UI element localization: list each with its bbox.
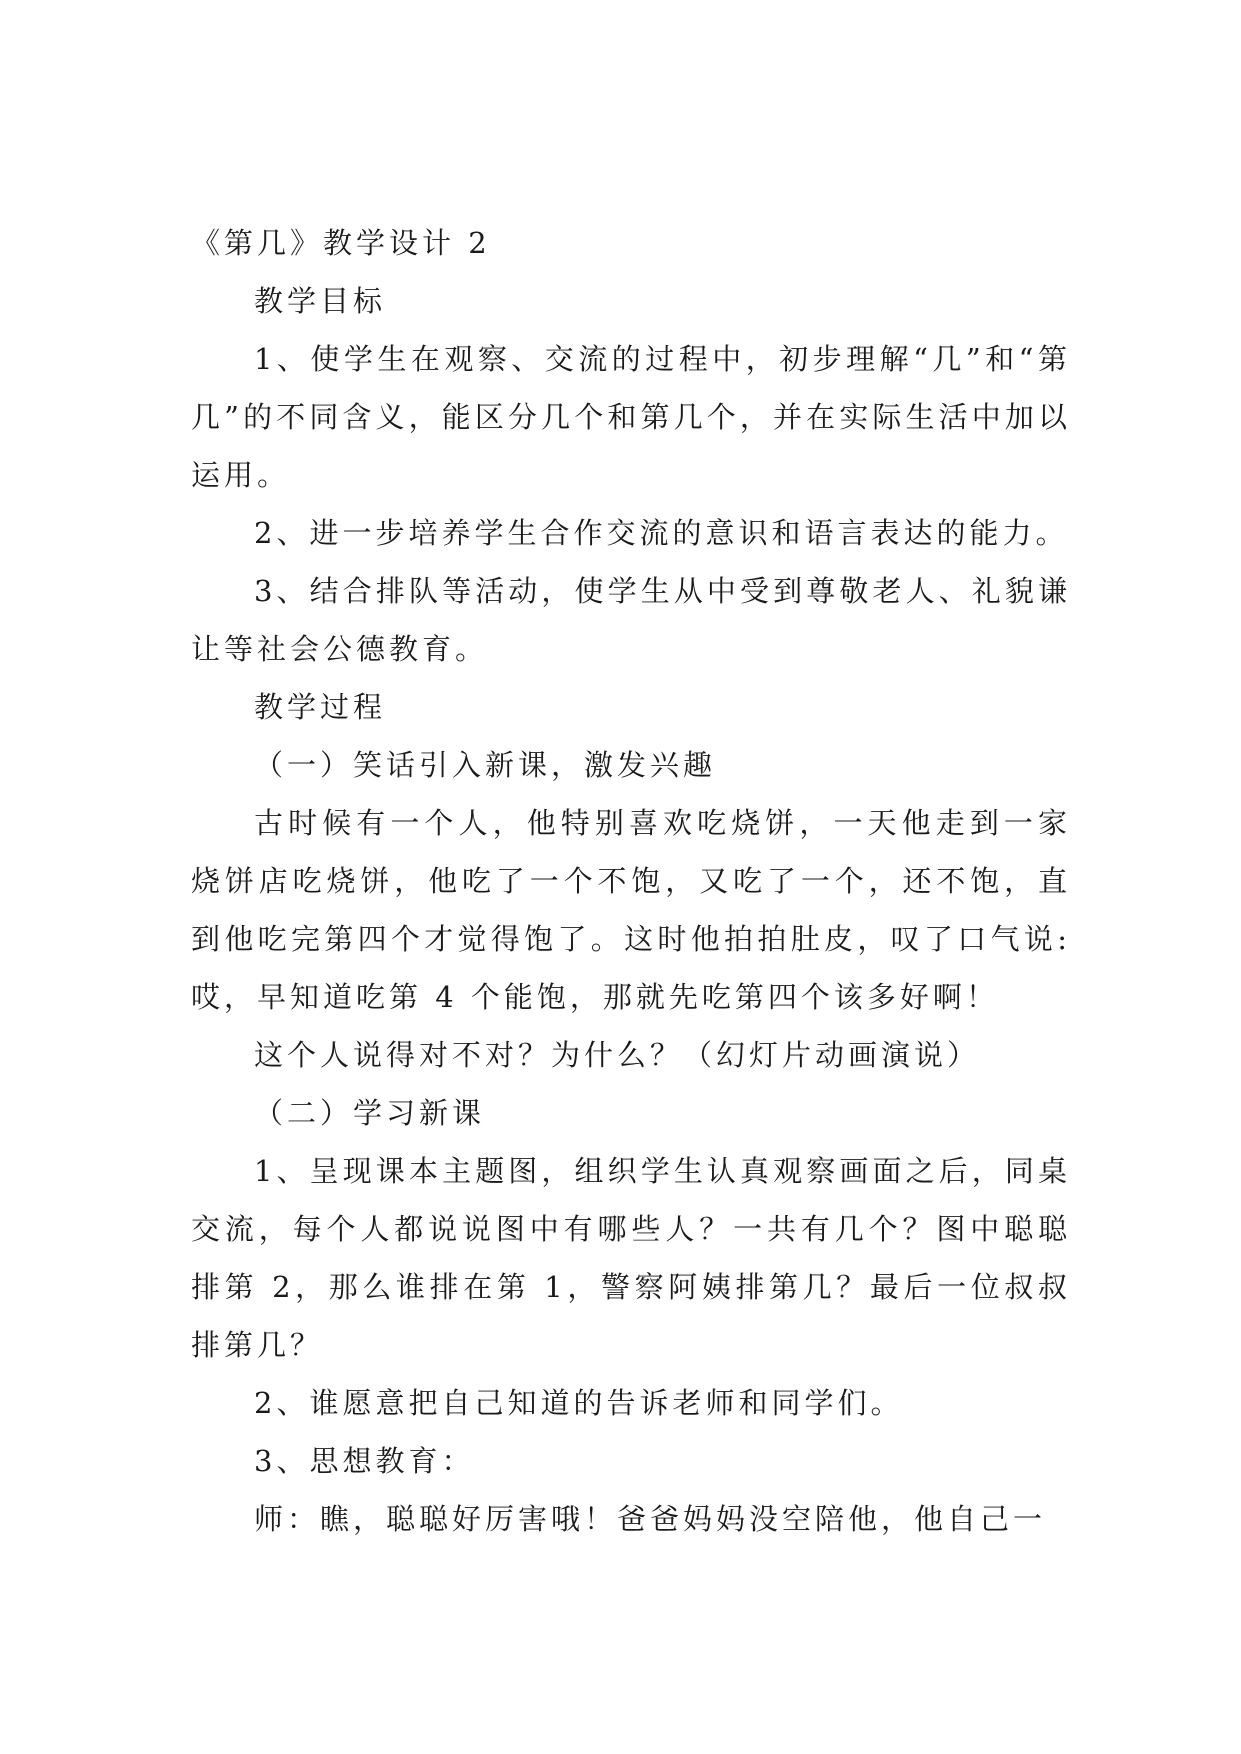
- section-heading: （二）学习新课: [254, 1096, 486, 1130]
- heading-teaching-process: 教学过程: [254, 690, 387, 724]
- section-heading: （一）笑话引入新课，激发兴趣: [254, 748, 717, 782]
- paragraph: 2、进一步培养学生合作交流的意识和语言表达的能力。: [254, 516, 1069, 550]
- paragraph: 古时候有一个人，他特别喜欢吃烧饼，一天他走到一家烧饼店吃烧饼，他吃了一个不饱，又吃了一个，还不饱，直到他吃完第四个才觉得饱了。这时他拍拍肚皮，叹了口气说:哎，早知道吃第 4 个能饱，那就先吃第四个该多好啊！: [191, 806, 1071, 1014]
- paragraph: 3、思想教育：: [254, 1444, 475, 1478]
- paragraph: 3、结合排队等活动，使学生从中受到尊敬老人、礼貌谦让等社会公德教育。: [191, 574, 1071, 666]
- paragraph: 1、呈现课本主题图，组织学生认真观察画面之后，同桌交流，每个人都说说图中有哪些人？一共有几个？图中聪聪排第 2，那么谁排在第 1，警察阿姨排第几？最后一位叔叔排第几？: [191, 1154, 1071, 1362]
- document-body: [191, 214, 1071, 1548]
- paragraph: 这个人说得对不对？为什么？（幻灯片动画演说）: [254, 1038, 981, 1072]
- paragraph: 1、使学生在观察、交流的过程中，初步理解“几”和“第几”的不同含义，能区分几个和第几个，并在实际生活中加以运用。: [191, 342, 1071, 492]
- paragraph: 2、谁愿意把自己知道的告诉老师和同学们。: [254, 1386, 904, 1420]
- document-title: 《第几》教学设计 2: [191, 226, 491, 260]
- paragraph: 师：瞧，聪聪好厉害哦！爸爸妈妈没空陪他，他自己一: [254, 1502, 1047, 1536]
- heading-teaching-goals: 教学目标: [254, 284, 387, 318]
